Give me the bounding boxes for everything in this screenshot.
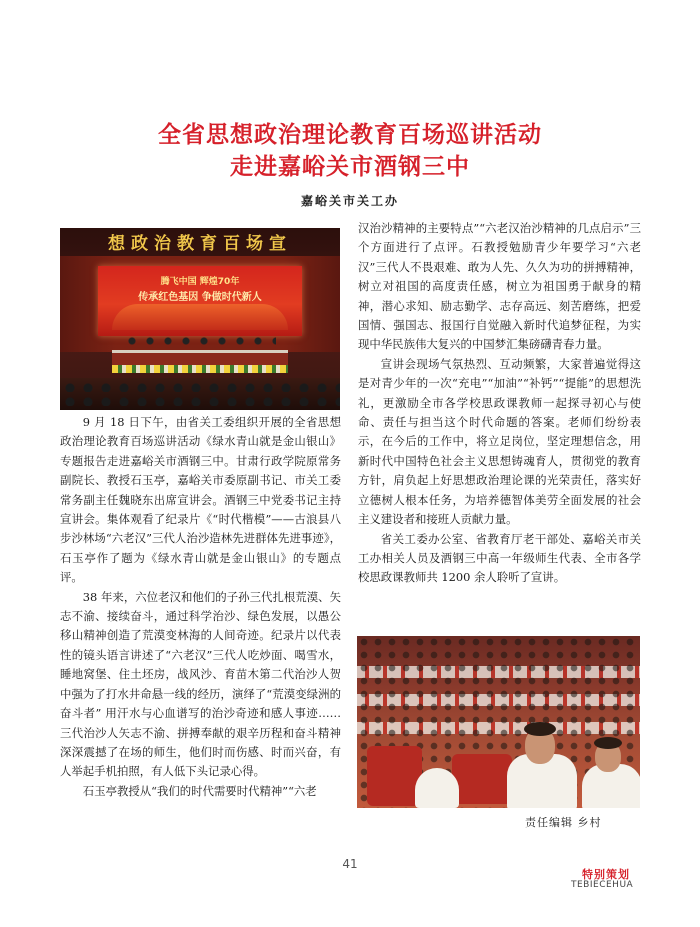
paragraph: 石玉亭教授从“我们的时代需要时代精神”“六老 [82,783,317,798]
article-right-column [358,219,641,588]
student-hair [524,722,556,736]
auditorium-seat [452,754,512,804]
article-title-line-2: 走进嘉峪关市酒钢三中 [230,154,470,180]
podium-flowers [112,365,288,373]
screen-gate-graphic [112,304,288,330]
paragraph: 省关工委办公室、省教育厅老干部处、嘉峪关市关工办相关人员及酒钢三中高一年级师生代表、全市各学校思政课教师共 1200 余人聆听了宣讲。 [358,531,641,585]
article-byline: 嘉峪关市关工办 [300,194,399,208]
paragraph: 宣讲会现场气氛热烈、互动频繁，大家普遍觉得这是对青少年的一次“充电”“加油”“补钙”“提能”的思想洗礼，更激励全市各学校思政课教师一起探寻初心与使命、责任与担当这个时代命题的答案。老师们纷纷表示，在今后的工作中，将立足岗位，坚定理想信念，用新时代中国特色社会主义思想铸魂育人，贯彻党的教育方针，肩负起上好思想政治理论课的光荣责任，落实好立德树人根本任务，为培养德智体美劳全面发展的社会主义建设者和接班人贡献力量。 [358,356,641,527]
screen-slogan: 传承红色基因 争做时代新人 [138,292,262,303]
photo-banner-text: 想政治教育百场宣 [108,234,292,254]
screen-headline: 腾飞中国 辉煌70年 [160,277,240,287]
lecture-hall-photo [60,228,340,410]
student-hair [594,737,622,749]
responsible-editor: 责任编辑 乡村 [525,816,602,829]
paragraph: 9 月 18 日下午，由省关工委组织开展的全省思想政治理论教育百场巡讲活动《绿水青山就是金山银山》专题报告走进嘉峪关市酒钢三中。甘肃行政学院原常务副院长、教授石玉亭，嘉峪关市委原副书记、市关工委常务副主任魏晓东出席宣讲会。酒钢三中党委书记主持宣讲会。集体观看了纪录片《“时代楷模”——古浪县八步沙林场“六老汉”三代人治沙造林先进群体先进事迹》，石玉亭作了题为《绿水青山就是金山银山》的专题点评。 [60,415,341,585]
section-title-pinyin: TEBIECEHUA [571,880,634,890]
paragraph: 汉治沙精神的主要特点”“六老汉治沙精神的几点启示”三个方面进行了点评。石教授勉励青少年要学习“六老汉”三代人不畏艰难、敢为人先、久久为功的拼搏精神，树立对祖国的高度责任感，树立为祖国勇于献身的精神，潜心求知、励志勤学、志存高远、刻苦磨练，把爱国情、强国志、报国行自觉融入新时代追梦征程，为实现中华民族伟大复兴的中国梦汇集磅礴青春力量。 [358,221,641,352]
students-audience-photo [357,636,640,808]
article-title-line-1: 全省思想政治理论教育百场巡讲活动 [158,122,542,148]
stage-screen [98,266,302,336]
section-title: 特别策划 [582,868,630,881]
paragraph: 38 年来，六位老汉和他们的子孙三代扎根荒漠、矢志不渝、接续奋斗，通过科学治沙、绿色发展，以愚公移山精神创造了荒漠变林海的人间奇迹。纪录片以代表性的镜头语言讲述了“六老汉”三代人吃炒面、喝雪水，睡地窝堡、住土坯房，战风沙、育苗木第二代治沙人贺中强为了打水井命悬一线的经历，演绎了“荒漠变绿洲的奋斗者” 用汗水与心血谱写的治沙奇迹和感人事迹……三代治沙人矢志不渝、拼搏奉献的艰辛历程和奋斗精神深深震撼了在场的师生，他们时而伤感、时而兴奋，有人举起手机拍照，有人低下头记录心得。 [60,589,341,779]
front-student [415,768,459,808]
audience-silhouettes [60,378,340,410]
page-number: 41 [342,857,358,871]
article-left-column [60,413,341,801]
auditorium-seat [367,746,422,806]
